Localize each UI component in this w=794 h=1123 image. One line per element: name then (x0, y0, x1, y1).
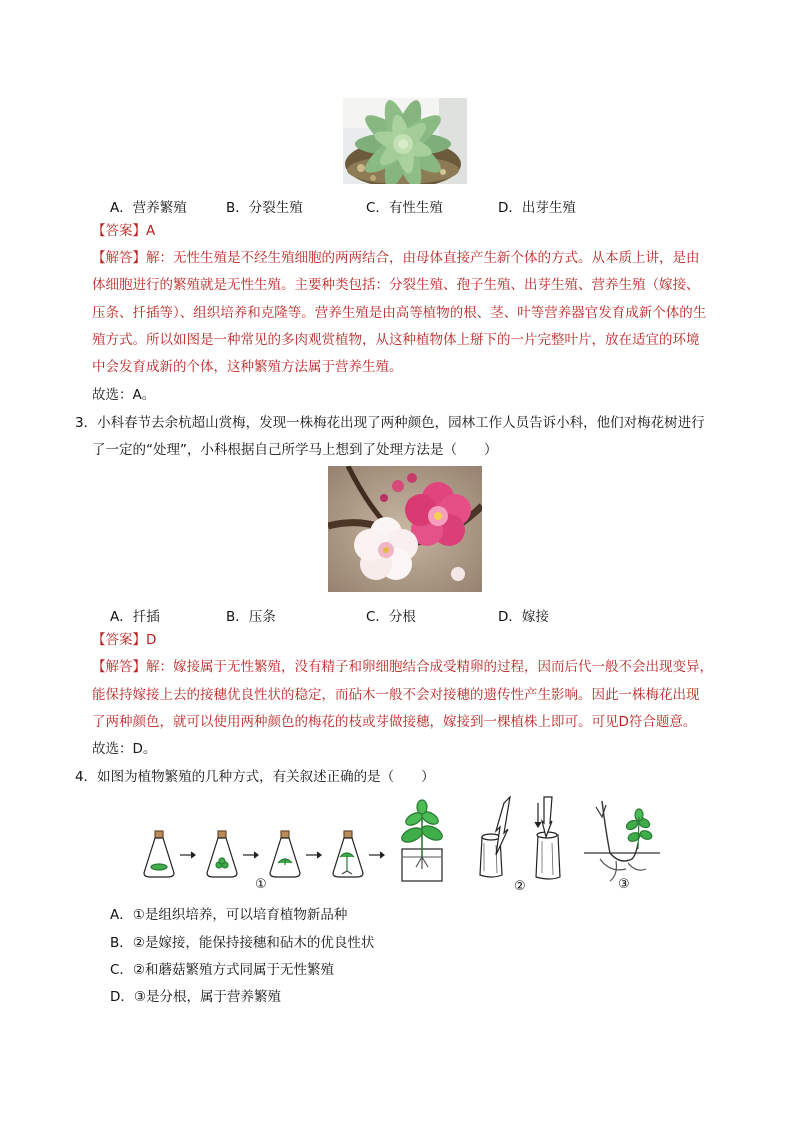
q3-option-b: B．压条 (226, 609, 276, 625)
q2-analysis-text: 解：无性生殖是不经生殖细胞的两两结合，由母体直接产生新个体的方式。从本质上讲，是由 (146, 250, 700, 266)
q4-option-d: D．③是分根，属于营养繁殖 (110, 989, 281, 1005)
q2-option-a: A．营养繁殖 (110, 200, 187, 216)
q3-analysis-label: 【解答】 (92, 659, 146, 675)
q2-option-d: D．出芽生殖 (498, 200, 576, 216)
succulent-photo (343, 98, 467, 184)
q3-answer (92, 631, 156, 649)
q4-stem: 4．如图为植物繁殖的几种方式，有关叙述正确的是（ ） (75, 769, 435, 785)
q3-conclusion: 故选：D。 (92, 741, 157, 757)
q3-option-c: C．分根 (366, 609, 416, 625)
figure-label-1: ① (255, 877, 267, 892)
q2-answer-value: A (146, 223, 156, 239)
q4-option-a: A．①是组织培养，可以培育植物新品种 (110, 907, 348, 923)
q4-option-b: B．②是嫁接，能保持接穗和砧木的优良性状 (110, 935, 375, 951)
q2-analysis-line-1 (92, 249, 700, 267)
q3-answer-value: D (146, 632, 157, 648)
figure-label-2: ② (514, 879, 526, 894)
q4-option-c: C．②和蘑菇繁殖方式同属于无性繁殖 (110, 962, 335, 978)
tissue-culture-flask-3 (270, 831, 300, 877)
q3-analysis-line-2: 能保持嫁接上去的接穗优良性状的稳定，而砧木一般不会对接穗的遗传性产生影响。因此一株梅花出现 (92, 687, 700, 703)
q2-analysis-line-5: 中会发育成新的个体，这种繁殖方法属于营养生殖。 (92, 359, 403, 375)
q2-answer (92, 222, 155, 240)
layering-illustration (584, 801, 660, 881)
q2-analysis-line-3: 压条、扦插等）、组织培养和克隆等。营养生殖是由高等植物的根、茎、叶等营养器官发育成新个体的生 (92, 305, 707, 321)
q2-analysis-label: 【解答】 (92, 250, 146, 266)
q3-analysis-line-3: 了两种颜色，就可以使用两种颜色的梅花的枝或芽做接穗，嫁接到一棵植株上即可。可见D符合题意。 (92, 714, 697, 730)
tissue-culture-flask-2 (207, 831, 237, 877)
q2-conclusion: 故选：A。 (92, 387, 156, 403)
q2-answer-label: 【答案】 (92, 223, 146, 239)
q3-analysis-text: 解：嫁接属于无性繁殖，没有精子和卵细胞结合成受精卵的过程，因而后代一般不会出现变异， (146, 659, 713, 675)
q3-analysis-line-1 (92, 658, 713, 676)
tissue-culture-flask-4 (333, 831, 363, 877)
grafting-illustration (480, 797, 560, 879)
q2-analysis-line-4: 殖方式。所以如图是一种常见的多肉观赏植物，从这种植物体上掰下的一片完整叶片，放在适宜的环境 (92, 332, 700, 348)
q3-stem-line-1: 3．小科春节去余杭超山赏梅，发现一株梅花出现了两种颜色，园林工作人员告诉小科，他们对梅花树进行 (75, 415, 705, 431)
q3-option-d: D．嫁接 (498, 609, 549, 625)
propagation-methods-figure (140, 793, 674, 897)
q2-option-b: B．分裂生殖 (226, 200, 303, 216)
figure-label-3: ③ (618, 877, 630, 892)
seedling-in-beaker (399, 800, 444, 881)
plum-blossom-photo (328, 466, 482, 592)
q3-stem-line-2: 了一定的“处理”，小科根据自己所学马上想到了处理方法是（ ） (92, 442, 498, 458)
q3-option-a: A．扦插 (110, 609, 160, 625)
q2-option-c: C．有性生殖 (366, 200, 443, 216)
q2-analysis-line-2: 体细胞进行的繁殖就是无性生殖。主要种类包括：分裂生殖、孢子生殖、出芽生殖、营养生殖（嫁接、 (92, 277, 700, 293)
q3-answer-label: 【答案】 (92, 632, 146, 648)
tissue-culture-flask-1 (144, 831, 174, 877)
